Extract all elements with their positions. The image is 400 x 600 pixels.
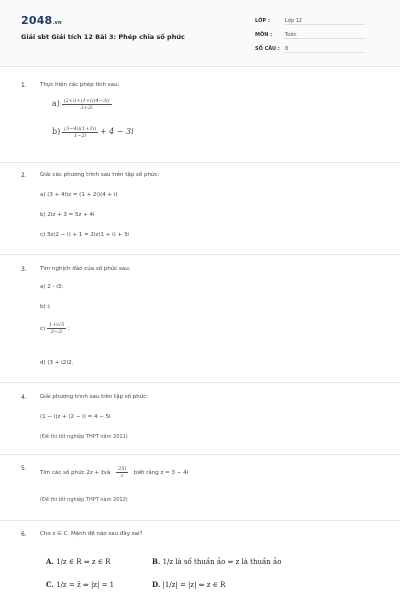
meta-label: MÔN : [255, 32, 273, 38]
option-d[interactable] [152, 580, 225, 589]
question-5-source-note: (Đề thi tốt nghiệp THPT năm 2012) [40, 497, 128, 503]
divider [0, 254, 400, 255]
fraction-denominator: z [120, 473, 124, 479]
option-text: 1/z ∈ R ⇔ z ∈ R [56, 558, 111, 566]
fraction [62, 126, 98, 139]
question-6-number: 6. [21, 531, 27, 538]
question-4-number: 4. [21, 394, 27, 401]
meta-value: Toán [285, 32, 365, 39]
question-6-text: Cho z ∈ C. Mệnh đề nào sau đây sai? [40, 531, 143, 537]
divider [0, 382, 400, 383]
question-1-text: Thực hiện các phép tính sau: [40, 82, 120, 88]
question-3-number: 3. [21, 266, 27, 273]
option-b[interactable] [152, 557, 281, 566]
item-label: b) [52, 127, 61, 136]
fraction-denominator: 1−2i [73, 133, 87, 139]
question-5-number: 5. [21, 465, 27, 472]
option-text: 1/z = z̄ ⇔ |z| = 1 [56, 581, 115, 589]
question-3a: a) 2 - i3; [40, 284, 64, 290]
page-title: Giải sbt Giải tích 12 Bài 3: Phép chia số phức [21, 33, 185, 41]
expression-tail: + 4 − 3i [99, 127, 134, 136]
meta-value: Lớp 12 [285, 18, 365, 25]
fraction-denominator: 3−2i [50, 329, 63, 335]
option-letter: C. [46, 580, 54, 589]
expression-tail: ; [68, 326, 70, 332]
question-2-text: Giải các phương trình sau trên tập số phức: [40, 172, 160, 178]
divider [0, 520, 400, 521]
option-c[interactable] [46, 580, 114, 589]
fraction-numerator: (3−4i)(1+2i) [64, 126, 97, 132]
item-label: a) [52, 99, 60, 108]
option-letter: D. [152, 580, 161, 589]
question-5-text-post: biết rằng z = 3 − 4i [133, 470, 189, 476]
item-label: c) [40, 326, 46, 332]
option-a[interactable] [46, 557, 110, 566]
question-4-source-note: (Đề thi tốt nghiệp THPT năm 2011) [40, 434, 128, 440]
divider [0, 162, 400, 163]
fraction-denominator: 3+2i [80, 105, 93, 111]
meta-label: LỚP : [255, 18, 270, 24]
question-2c: c) 3z(2 − i) + 1 = 2iz(1 + i) + 3i [40, 232, 129, 238]
page-header [0, 0, 400, 67]
question-1a [52, 98, 112, 111]
meta-value: 8 [285, 46, 365, 53]
option-letter: A. [46, 557, 54, 566]
question-2-number: 2. [21, 172, 27, 179]
divider [0, 454, 400, 455]
option-letter: B. [152, 557, 161, 566]
logo-text: 2048 [21, 14, 53, 27]
fraction [47, 322, 66, 335]
question-1b [52, 126, 134, 139]
question-1-number: 1. [21, 82, 27, 89]
fraction [62, 98, 112, 111]
question-3b: b) i; [40, 304, 51, 310]
site-logo[interactable] [21, 14, 62, 27]
option-text: 1/z là số thuần ảo ⇔ z là thuần ảo [162, 558, 282, 566]
meta-count [255, 46, 365, 53]
question-3d: d) (3 + i2)2. [40, 360, 74, 366]
question-2a: a) (3 + 4i)z = (1 + 2i)(4 + i) [40, 192, 118, 198]
option-text: |1/z| = |z| ⇔ z ∈ R [162, 581, 226, 589]
meta-subject [255, 32, 365, 39]
meta-class [255, 18, 365, 25]
fraction-numerator: 25i [118, 466, 127, 472]
logo-suffix: .vn [52, 20, 62, 26]
question-3c [40, 322, 70, 335]
question-2b: b) 2iz + 3 = 5z + 4i [40, 212, 95, 218]
question-3-text: Tìm nghịch đảo của số phức sau: [40, 266, 131, 272]
question-4-text: Giải phương trình sau trên tập số phức: [40, 394, 149, 400]
fraction-numerator: (2+i)+(1+i)(4−3i) [63, 98, 110, 104]
meta-label: SỐ CÂU : [255, 46, 280, 52]
question-5-text [40, 466, 188, 479]
question-4-equation: (1 − i)z + (2 − i) = 4 − 5i [40, 414, 111, 420]
fraction-numerator: 1+i√5 [48, 322, 65, 328]
fraction [116, 466, 128, 479]
question-5-text-pre: Tìm các số phức 2z + z̄và [40, 470, 111, 476]
